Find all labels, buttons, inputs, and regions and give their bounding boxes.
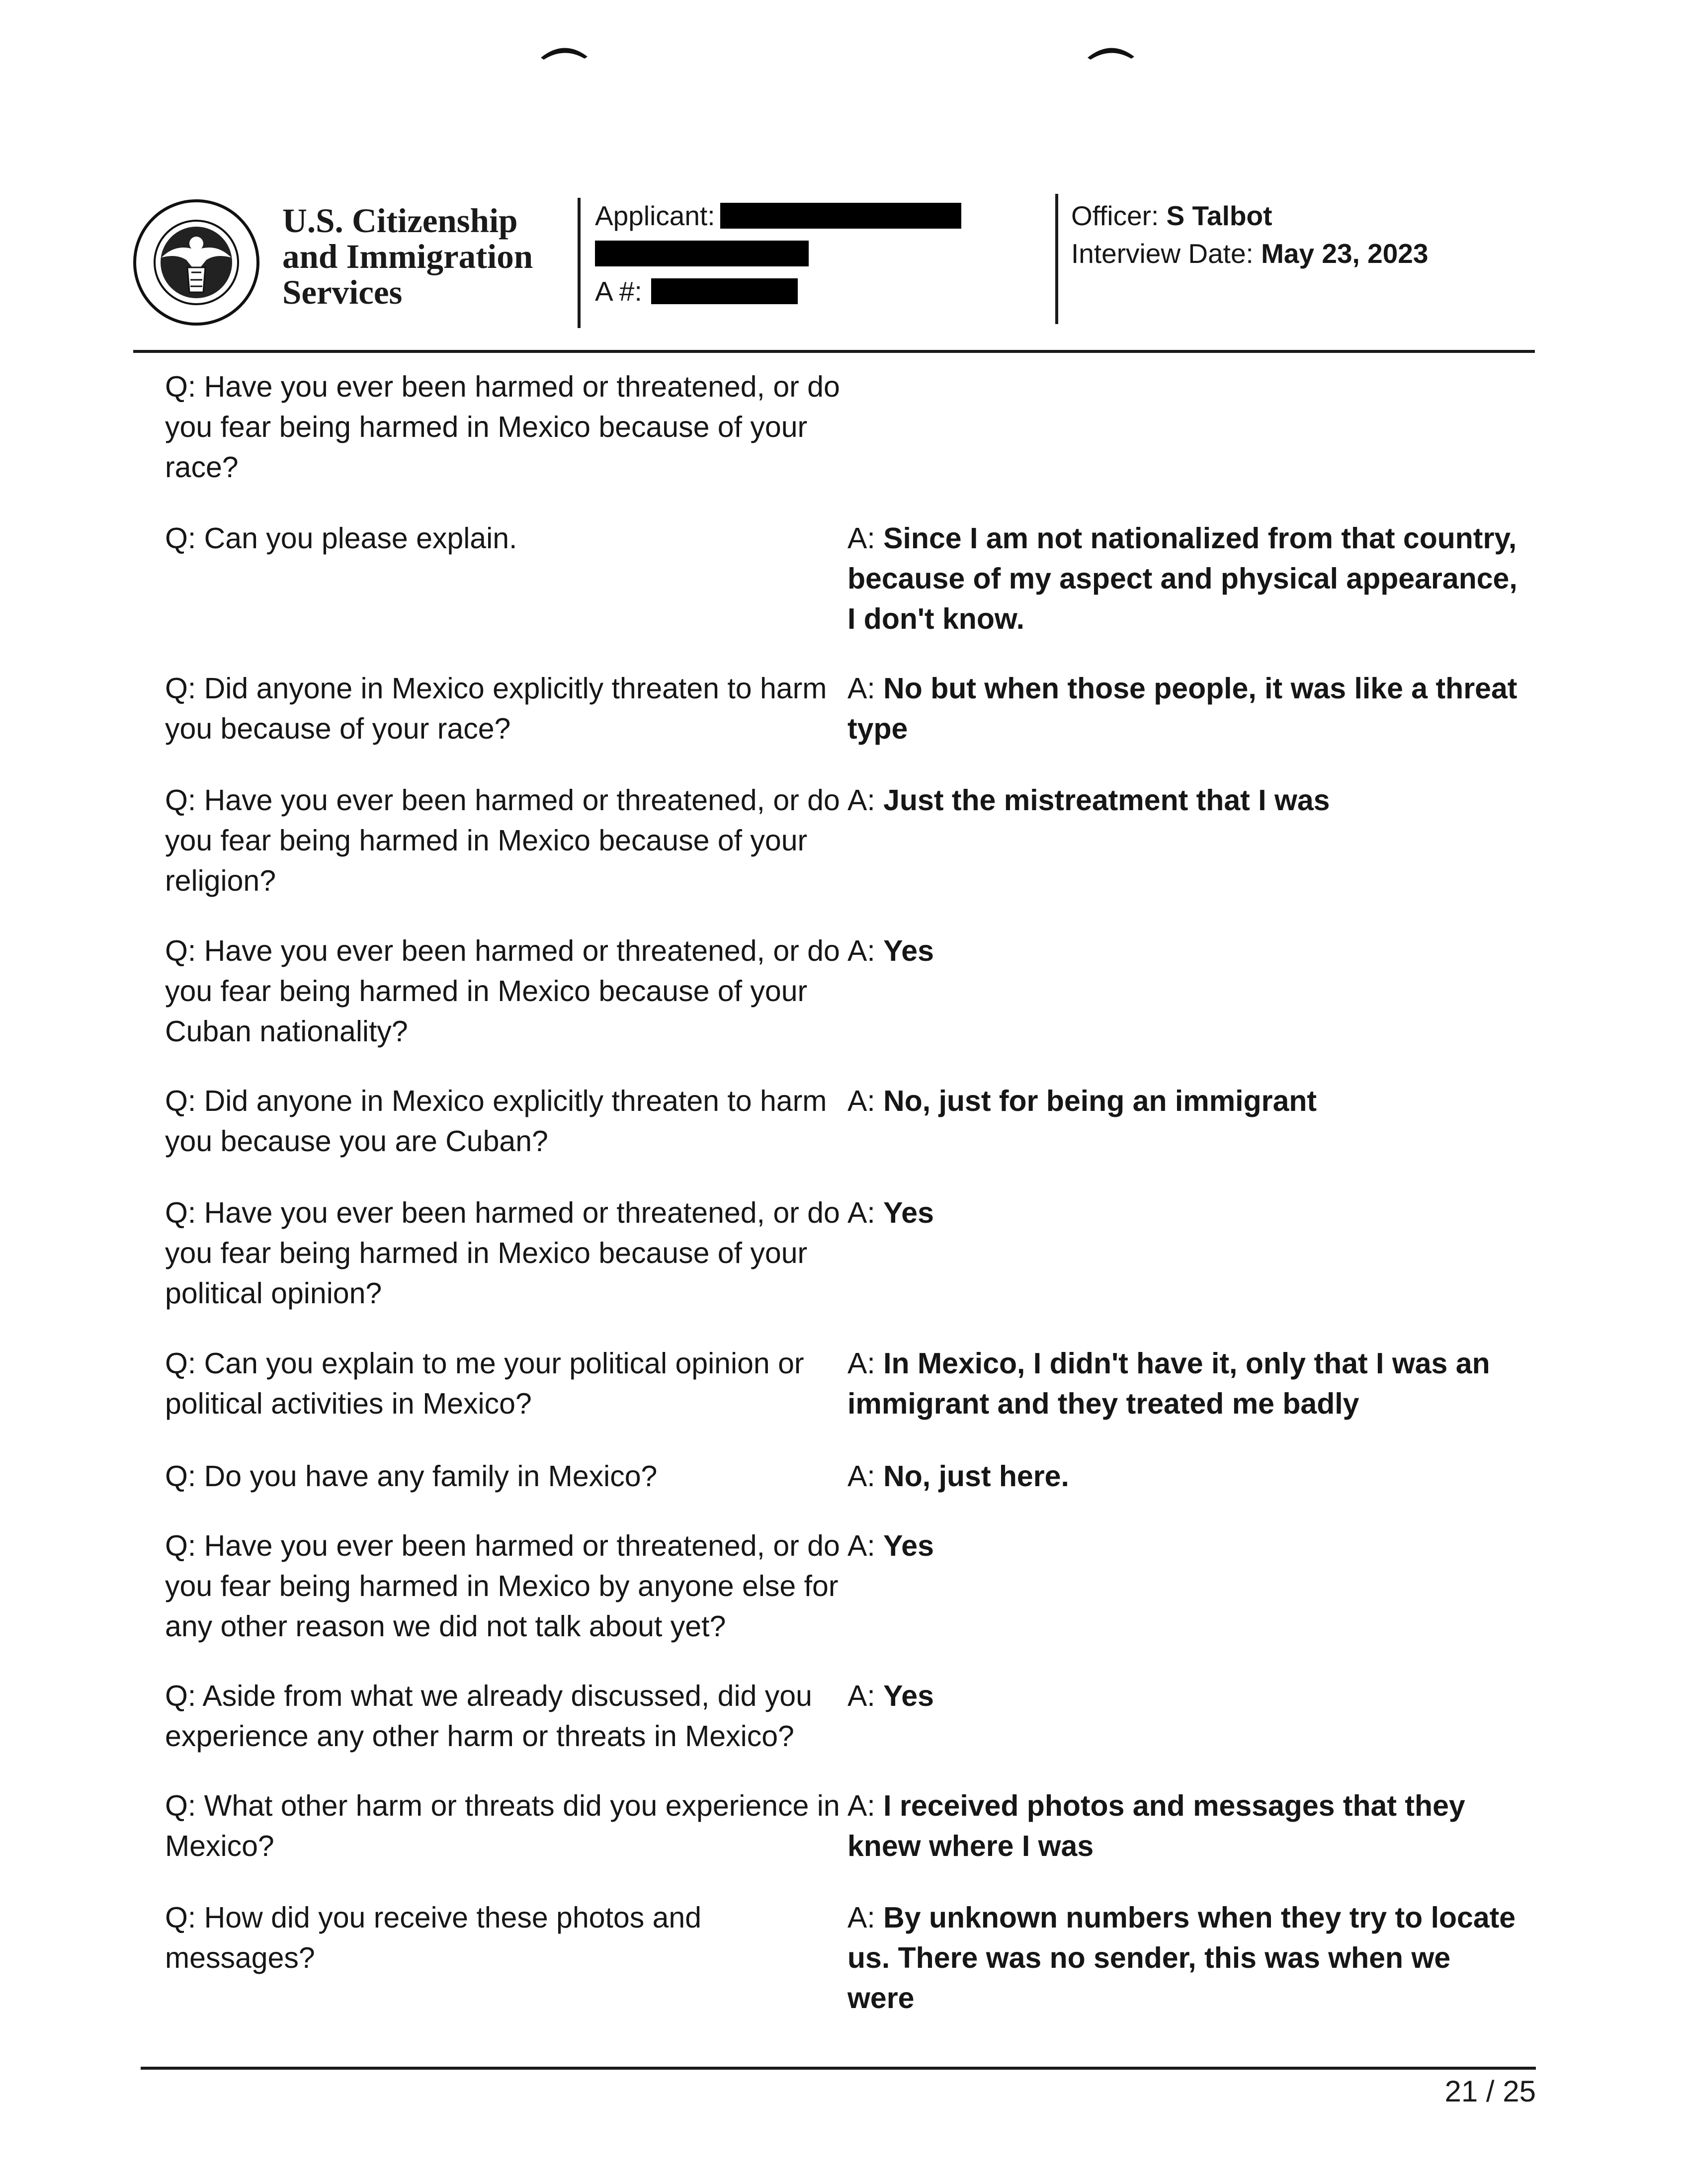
agency-line: Services [282,273,403,311]
interview-date-label: Interview Date: [1071,238,1254,269]
redaction-bar [651,278,798,304]
applicant-label: Applicant: [595,200,715,231]
applicant-block [595,197,961,310]
answer-text: No, just for being an immigrant [883,1085,1317,1117]
question: Q: How did you receive these photos and messages? [165,1901,702,1974]
answer [847,1344,1523,1424]
question: Q: Can you explain to me your political opinion or political activities in Mexico? [165,1347,804,1420]
answer [847,1456,1523,1497]
question: Q: Can you please explain. [165,522,517,555]
answer [847,931,1523,971]
answer-prefix: A: [847,1789,875,1822]
answer-text: Yes [883,1196,934,1229]
answer-prefix: A: [847,1901,875,1934]
question: Q: Have you ever been harmed or threatened, or do you fear being harmed in Mexico because of your race? [165,370,840,484]
punch-hole-mark [537,39,591,64]
question: Q: Have you ever been harmed or threatened, or do you fear being harmed in Mexico by anyone else for any other reason we did not talk about yet? [165,1529,840,1643]
answer-text: Just the mistreatment that I was [883,784,1330,817]
question: Q: Have you ever been harmed or threatened, or do you fear being harmed in Mexico because of your political opinion? [165,1196,840,1310]
agency-line: and Immigration [282,238,533,275]
answer-text: Yes [883,1529,934,1562]
answer [847,1081,1523,1121]
agency-line: U.S. Citizenship [282,202,518,240]
answer-prefix: A: [847,1529,875,1562]
answer-text: I received photos and messages that they knew where I was [847,1789,1465,1862]
header-divider [578,198,581,328]
answer-text: In Mexico, I didn't have it, only that I was an immigrant and they treated me badly [847,1347,1490,1420]
question: Q: What other harm or threats did you experience in Mexico? [165,1789,840,1862]
answer [847,1193,1523,1233]
question: Q: Do you have any family in Mexico? [165,1460,658,1493]
answer [847,669,1523,749]
answer-prefix: A: [847,1347,875,1380]
answer [847,1898,1523,2018]
answer [847,518,1523,639]
redaction-bar [720,203,961,229]
agency-name [282,203,581,310]
footer-rule [141,2067,1536,2070]
answer [847,780,1523,821]
dhs-seal-icon [132,198,261,327]
answer-prefix: A: [847,672,875,705]
interview-date: May 23, 2023 [1261,238,1429,269]
answer-text: No but when those people, it was like a threat type [847,672,1517,745]
officer-name: S Talbot [1166,200,1272,231]
answer-text: Yes [883,934,934,967]
question: Q: Have you ever been harmed or threatened, or do you fear being harmed in Mexico because of your religion? [165,784,840,897]
interview-date-row [1071,235,1428,272]
answer-prefix: A: [847,934,875,967]
answer-text: Yes [883,1680,934,1712]
officer-row [1071,197,1428,235]
redaction-bar [595,241,809,266]
answer-prefix: A: [847,1196,875,1229]
answer-prefix: A: [847,1460,875,1493]
header-rule [133,350,1535,353]
question: Q: Did anyone in Mexico explicitly threaten to harm you because you are Cuban? [165,1085,827,1158]
question: Q: Did anyone in Mexico explicitly threaten to harm you because of your race? [165,672,827,745]
officer-block [1071,197,1428,272]
punch-hole-mark [1084,39,1138,64]
answer-text: No, just here. [883,1460,1069,1493]
answer-prefix: A: [847,1085,875,1117]
a-number-label: A #: [595,276,642,307]
answer [847,1786,1523,1866]
answer [847,1676,1523,1716]
header-divider [1055,194,1058,324]
answer-prefix: A: [847,1680,875,1712]
page-number: 21 / 25 [1444,2075,1536,2108]
question: Q: Aside from what we already discussed, did you experience any other harm or threats in Mexico? [165,1680,812,1753]
answer-text: Since I am not nationalized from that country, because of my aspect and physical appearance, I don't know. [847,522,1517,635]
answer-prefix: A: [847,784,875,817]
answer-text: By unknown numbers when they try to locate us. There was no sender, this was when we were [847,1901,1516,2015]
officer-label: Officer: [1071,200,1159,231]
answer-prefix: A: [847,522,875,555]
question: Q: Have you ever been harmed or threatened, or do you fear being harmed in Mexico because of your Cuban nationality? [165,934,840,1048]
answer [847,1526,1523,1566]
